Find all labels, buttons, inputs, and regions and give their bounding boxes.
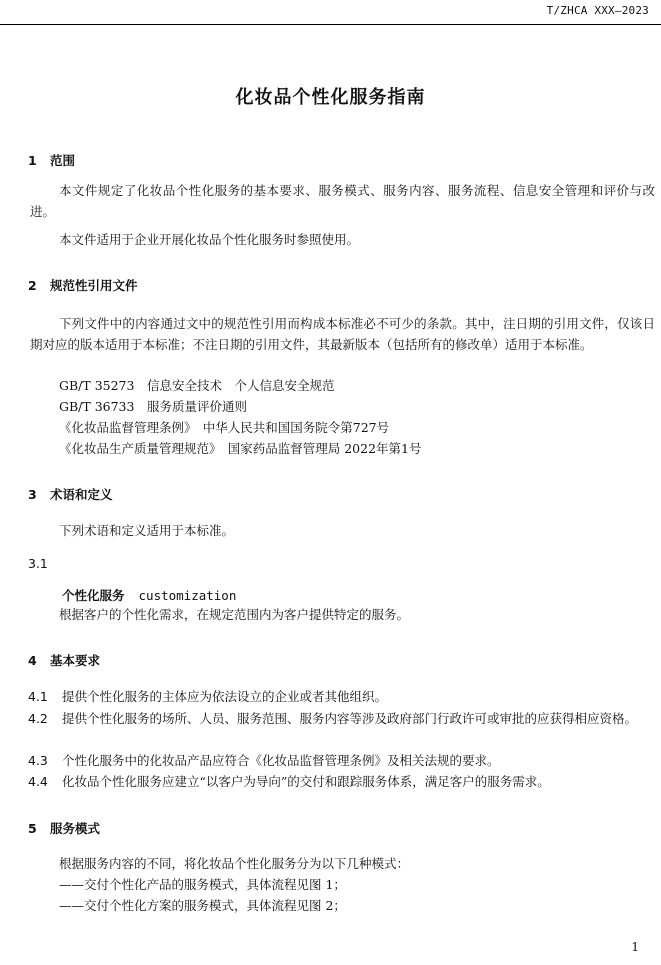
section-1-para-2: 本文件适用于企业开展化妆品个性化服务时参照使用。 bbox=[59, 232, 360, 247]
section-1-para-1: 本文件规定了化妆品个性化服务的基本要求、服务模式、服务内容、服务流程、信息安全管理和评价与改进。 bbox=[30, 183, 655, 219]
section-2-heading bbox=[28, 276, 138, 294]
page-number: 1 bbox=[631, 940, 639, 954]
clause bbox=[28, 708, 658, 729]
section-5-intro: 根据服务内容的不同，将化妆品个性化服务分为以下几种模式： bbox=[59, 856, 410, 871]
section-3-heading bbox=[28, 485, 113, 503]
clause-number: 4.1 bbox=[28, 689, 48, 704]
clause-number: 4.4 bbox=[28, 774, 48, 789]
section-3-intro: 下列术语和定义适用于本标准。 bbox=[59, 523, 235, 538]
clause-number: 4.2 bbox=[28, 711, 48, 726]
section-4-heading bbox=[28, 651, 100, 669]
section-3-number: 3 bbox=[28, 487, 37, 502]
section-1-title: 范围 bbox=[50, 153, 76, 168]
section-1-heading bbox=[28, 151, 75, 169]
reference-item: 《化妆品生产质量管理规范》 国家药品监督管理局 2022年第1号 bbox=[59, 441, 422, 456]
section-2-number: 2 bbox=[28, 278, 37, 293]
section-4-title: 基本要求 bbox=[50, 653, 101, 668]
section-2-intro: 下列文件中的内容通过文中的规范性引用而构成本标准必不可少的条款。其中，注日期的引用文件，仅该日期对应的版本适用于本标准；不注日期的引用文件，其最新版本（包括所有的修改单）适用于本标准。 bbox=[30, 316, 655, 352]
section-1-number: 1 bbox=[28, 153, 37, 168]
section-5-title: 服务模式 bbox=[50, 821, 101, 836]
term-entry bbox=[62, 586, 236, 604]
section-4-number: 4 bbox=[28, 653, 37, 668]
document-title: 化妆品个性化服务指南 bbox=[235, 87, 426, 108]
list-item: ——交付个性化方案的服务模式，具体流程见图 2； bbox=[59, 898, 346, 913]
reference-item: 《化妆品监督管理条例》 中华人民共和国国务院令第727号 bbox=[59, 420, 390, 435]
header-rule bbox=[0, 24, 661, 25]
clause-text: 提供个性化服务的主体应为依法设立的企业或者其他组织。 bbox=[62, 689, 388, 704]
clause bbox=[28, 686, 658, 707]
clause-text: 化妆品个性化服务应建立“以客户为导向”的交付和跟踪服务体系，满足客户的服务需求。 bbox=[62, 774, 550, 789]
section-2-title: 规范性引用文件 bbox=[50, 278, 138, 293]
section-3-title: 术语和定义 bbox=[50, 487, 113, 502]
clause bbox=[28, 750, 658, 771]
term-number: 3.1 bbox=[28, 556, 48, 571]
list-item: ——交付个性化产品的服务模式，具体流程见图 1； bbox=[59, 877, 346, 892]
term-chinese: 个性化服务 bbox=[62, 588, 125, 603]
standard-code: T/ZHCA XXX—2023 bbox=[546, 4, 649, 17]
clause-text: 提供个性化服务的场所、人员、服务范围、服务内容等涉及政府部门行政许可或审批的应获得相应资格。 bbox=[62, 711, 638, 726]
term-definition: 根据客户的个性化需求，在规定范围内为客户提供特定的服务。 bbox=[59, 607, 410, 622]
clause-number: 4.3 bbox=[28, 753, 48, 768]
term-english: customization bbox=[138, 588, 237, 603]
section-5-number: 5 bbox=[28, 821, 37, 836]
reference-item: GB/T 36733 服务质量评价通则 bbox=[59, 399, 247, 414]
clause bbox=[28, 771, 658, 792]
clause-text: 个性化服务中的化妆品产品应符合《化妆品监督管理条例》及相关法规的要求。 bbox=[62, 753, 500, 768]
reference-item: GB/T 35273 信息安全技术 个人信息安全规范 bbox=[59, 378, 335, 393]
section-5-heading bbox=[28, 819, 100, 837]
